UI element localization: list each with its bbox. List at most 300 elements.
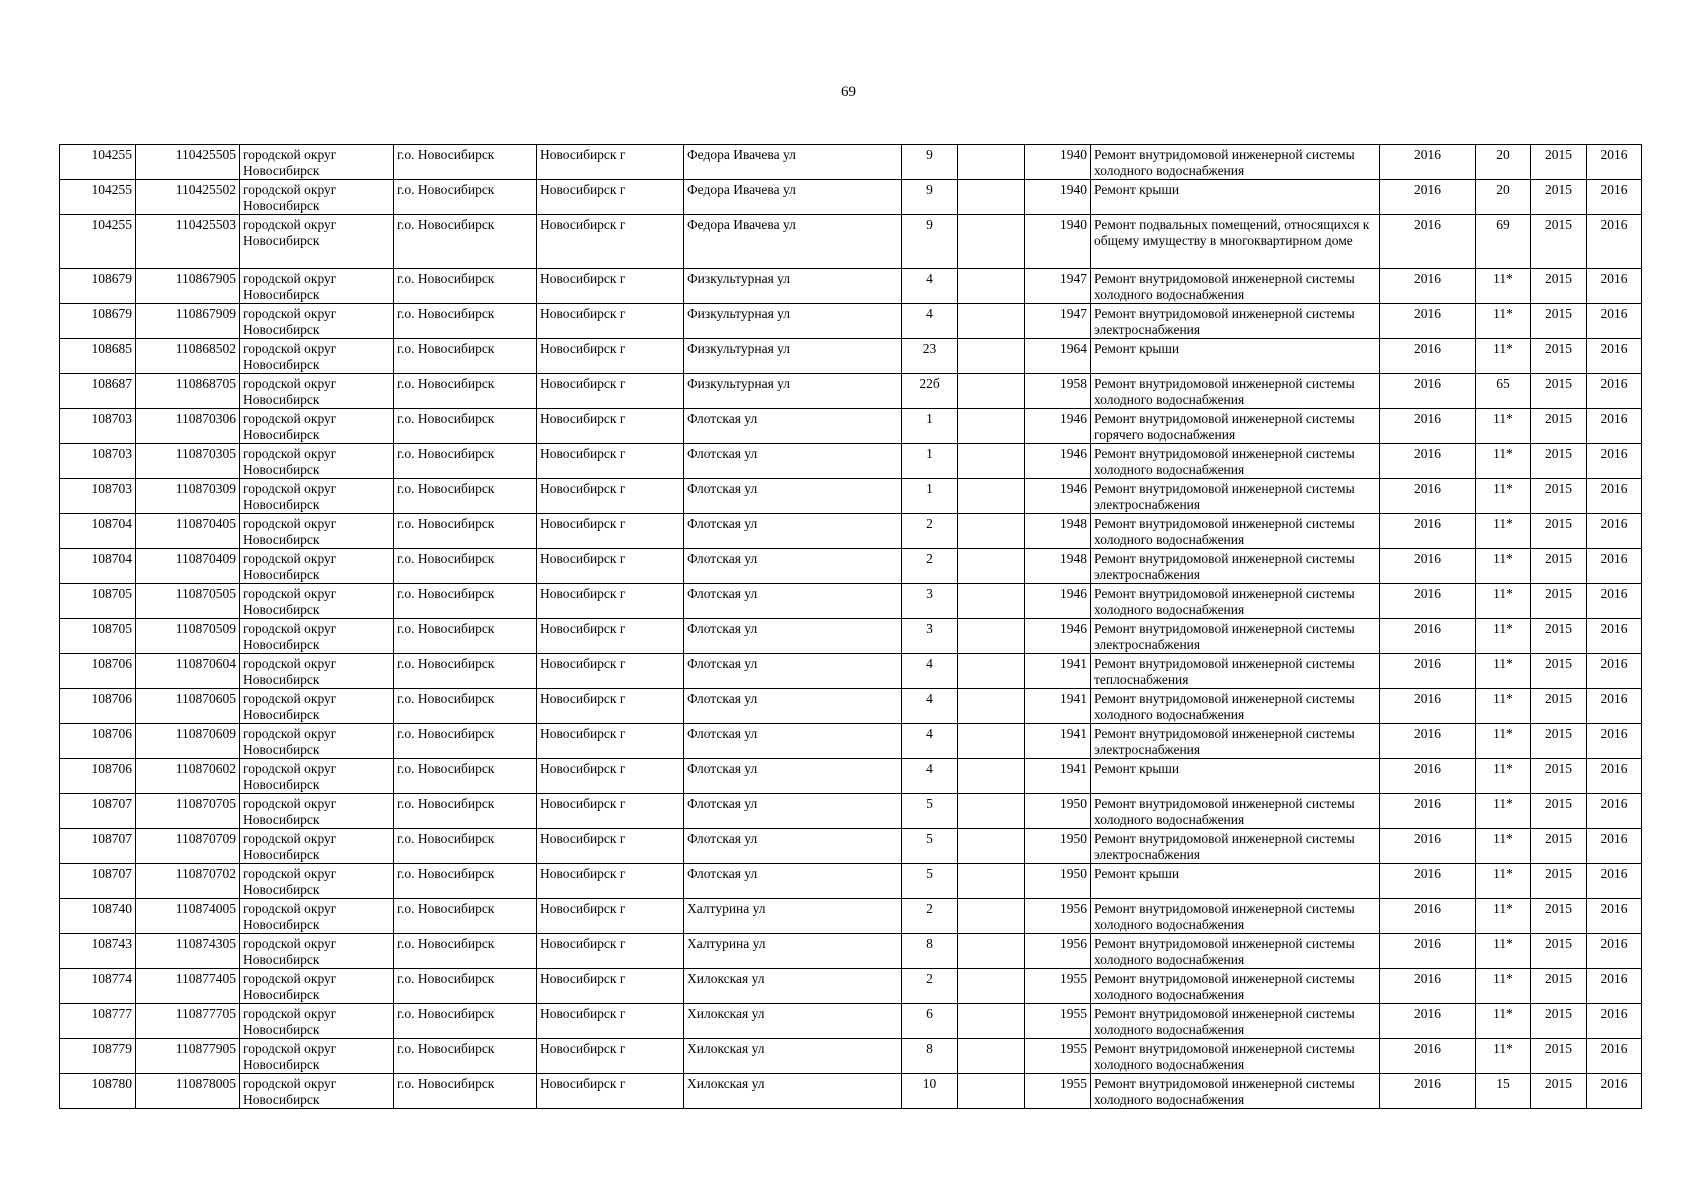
district-cell: г.о. Новосибирск [394, 759, 537, 794]
end-year-cell: 2016 [1587, 180, 1642, 215]
street-cell: Хилокская ул [684, 1039, 902, 1074]
district-cell: г.о. Новосибирск [394, 145, 537, 180]
work-type-cell: Ремонт внутридомовой инженерной системы электроснабжения [1091, 829, 1380, 864]
work-type-cell: Ремонт внутридомовой инженерной системы холодного водоснабжения [1091, 899, 1380, 934]
id-cell: 108679 [60, 269, 136, 304]
work-type-cell: Ремонт внутридомовой инженерной системы горячего водоснабжения [1091, 409, 1380, 444]
house-number-cell: 4 [902, 304, 958, 339]
quantity-cell: 11* [1476, 444, 1531, 479]
building-cell [958, 934, 1025, 969]
city-cell: Новосибирск г [537, 180, 684, 215]
street-cell: Флотская ул [684, 794, 902, 829]
house-number-cell: 2 [902, 549, 958, 584]
id-cell: 108707 [60, 864, 136, 899]
year-built-cell: 1956 [1025, 899, 1091, 934]
table-row [60, 899, 1642, 934]
page-number: 69 [841, 84, 856, 100]
quantity-cell: 11* [1476, 339, 1531, 374]
plan-year-cell: 2016 [1380, 145, 1476, 180]
work-type-cell: Ремонт внутридомовой инженерной системы электроснабжения [1091, 479, 1380, 514]
plan-year-cell: 2016 [1380, 549, 1476, 584]
house-number-cell: 5 [902, 829, 958, 864]
district-cell: г.о. Новосибирск [394, 180, 537, 215]
city-cell: Новосибирск г [537, 1074, 684, 1109]
quantity-cell: 69 [1476, 215, 1531, 269]
city-cell: Новосибирск г [537, 759, 684, 794]
start-year-cell: 2015 [1531, 1074, 1587, 1109]
end-year-cell: 2016 [1587, 514, 1642, 549]
building-cell [958, 969, 1025, 1004]
house-number-cell: 4 [902, 724, 958, 759]
table-row [60, 304, 1642, 339]
house-number-cell: 1 [902, 409, 958, 444]
plan-year-cell: 2016 [1380, 304, 1476, 339]
work-type-cell: Ремонт внутридомовой инженерной системы холодного водоснабжения [1091, 514, 1380, 549]
city-cell: Новосибирск г [537, 269, 684, 304]
municipality-cell: городской округ Новосибирск [240, 409, 394, 444]
code-cell: 110874005 [136, 899, 240, 934]
building-cell [958, 269, 1025, 304]
start-year-cell: 2015 [1531, 180, 1587, 215]
quantity-cell: 15 [1476, 1074, 1531, 1109]
start-year-cell: 2015 [1531, 584, 1587, 619]
end-year-cell: 2016 [1587, 1039, 1642, 1074]
work-type-cell: Ремонт крыши [1091, 864, 1380, 899]
district-cell: г.о. Новосибирск [394, 1074, 537, 1109]
district-cell: г.о. Новосибирск [394, 934, 537, 969]
city-cell: Новосибирск г [537, 1004, 684, 1039]
year-built-cell: 1946 [1025, 444, 1091, 479]
table-body [60, 145, 1642, 1109]
street-cell: Флотская ул [684, 689, 902, 724]
district-cell: г.о. Новосибирск [394, 794, 537, 829]
building-cell [958, 304, 1025, 339]
work-type-cell: Ремонт внутридомовой инженерной системы холодного водоснабжения [1091, 794, 1380, 829]
plan-year-cell: 2016 [1380, 969, 1476, 1004]
id-cell: 108780 [60, 1074, 136, 1109]
work-type-cell: Ремонт внутридомовой инженерной системы холодного водоснабжения [1091, 374, 1380, 409]
code-cell: 110870309 [136, 479, 240, 514]
house-number-cell: 10 [902, 1074, 958, 1109]
building-cell [958, 794, 1025, 829]
quantity-cell: 11* [1476, 514, 1531, 549]
start-year-cell: 2015 [1531, 654, 1587, 689]
street-cell: Флотская ул [684, 549, 902, 584]
house-number-cell: 9 [902, 145, 958, 180]
end-year-cell: 2016 [1587, 339, 1642, 374]
id-cell: 108704 [60, 549, 136, 584]
street-cell: Федора Ивачева ул [684, 145, 902, 180]
start-year-cell: 2015 [1531, 1039, 1587, 1074]
building-cell [958, 899, 1025, 934]
district-cell: г.о. Новосибирск [394, 899, 537, 934]
registry-table [59, 144, 1642, 1109]
plan-year-cell: 2016 [1380, 1039, 1476, 1074]
code-cell: 110868705 [136, 374, 240, 409]
end-year-cell: 2016 [1587, 479, 1642, 514]
municipality-cell: городской округ Новосибирск [240, 180, 394, 215]
start-year-cell: 2015 [1531, 549, 1587, 584]
building-cell [958, 1074, 1025, 1109]
street-cell: Хилокская ул [684, 1004, 902, 1039]
code-cell: 110878005 [136, 1074, 240, 1109]
end-year-cell: 2016 [1587, 899, 1642, 934]
id-cell: 108774 [60, 969, 136, 1004]
year-built-cell: 1940 [1025, 215, 1091, 269]
district-cell: г.о. Новосибирск [394, 374, 537, 409]
table-row [60, 654, 1642, 689]
district-cell: г.о. Новосибирск [394, 829, 537, 864]
work-type-cell: Ремонт внутридомовой инженерной системы холодного водоснабжения [1091, 584, 1380, 619]
start-year-cell: 2015 [1531, 215, 1587, 269]
municipality-cell: городской округ Новосибирск [240, 215, 394, 269]
building-cell [958, 864, 1025, 899]
city-cell: Новосибирск г [537, 304, 684, 339]
municipality-cell: городской округ Новосибирск [240, 689, 394, 724]
municipality-cell: городской округ Новосибирск [240, 654, 394, 689]
end-year-cell: 2016 [1587, 409, 1642, 444]
building-cell [958, 724, 1025, 759]
start-year-cell: 2015 [1531, 724, 1587, 759]
year-built-cell: 1950 [1025, 864, 1091, 899]
street-cell: Флотская ул [684, 514, 902, 549]
work-type-cell: Ремонт внутридомовой инженерной системы холодного водоснабжения [1091, 1074, 1380, 1109]
table-row [60, 1004, 1642, 1039]
work-type-cell: Ремонт крыши [1091, 339, 1380, 374]
building-cell [958, 759, 1025, 794]
work-type-cell: Ремонт внутридомовой инженерной системы холодного водоснабжения [1091, 269, 1380, 304]
id-cell: 104255 [60, 145, 136, 180]
city-cell: Новосибирск г [537, 794, 684, 829]
year-built-cell: 1948 [1025, 549, 1091, 584]
start-year-cell: 2015 [1531, 409, 1587, 444]
id-cell: 108706 [60, 724, 136, 759]
city-cell: Новосибирск г [537, 654, 684, 689]
table-row [60, 374, 1642, 409]
end-year-cell: 2016 [1587, 145, 1642, 180]
code-cell: 110870602 [136, 759, 240, 794]
work-type-cell: Ремонт внутридомовой инженерной системы холодного водоснабжения [1091, 1004, 1380, 1039]
plan-year-cell: 2016 [1380, 444, 1476, 479]
plan-year-cell: 2016 [1380, 584, 1476, 619]
start-year-cell: 2015 [1531, 339, 1587, 374]
city-cell: Новосибирск г [537, 1039, 684, 1074]
end-year-cell: 2016 [1587, 794, 1642, 829]
quantity-cell: 11* [1476, 759, 1531, 794]
house-number-cell: 8 [902, 934, 958, 969]
work-type-cell: Ремонт подвальных помещений, относящихся к общему имуществу в многоквартирном доме [1091, 215, 1380, 269]
house-number-cell: 4 [902, 759, 958, 794]
street-cell: Флотская ул [684, 829, 902, 864]
municipality-cell: городской округ Новосибирск [240, 514, 394, 549]
city-cell: Новосибирск г [537, 934, 684, 969]
street-cell: Хилокская ул [684, 969, 902, 1004]
plan-year-cell: 2016 [1380, 934, 1476, 969]
code-cell: 110877405 [136, 969, 240, 1004]
work-type-cell: Ремонт внутридомовой инженерной системы холодного водоснабжения [1091, 934, 1380, 969]
id-cell: 108707 [60, 829, 136, 864]
id-cell: 108706 [60, 759, 136, 794]
work-type-cell: Ремонт внутридомовой инженерной системы холодного водоснабжения [1091, 1039, 1380, 1074]
building-cell [958, 479, 1025, 514]
street-cell: Физкультурная ул [684, 269, 902, 304]
code-cell: 110870509 [136, 619, 240, 654]
code-cell: 110425505 [136, 145, 240, 180]
district-cell: г.о. Новосибирск [394, 864, 537, 899]
plan-year-cell: 2016 [1380, 269, 1476, 304]
end-year-cell: 2016 [1587, 654, 1642, 689]
city-cell: Новосибирск г [537, 409, 684, 444]
plan-year-cell: 2016 [1380, 864, 1476, 899]
year-built-cell: 1941 [1025, 689, 1091, 724]
table-row [60, 969, 1642, 1004]
municipality-cell: городской округ Новосибирск [240, 339, 394, 374]
street-cell: Физкультурная ул [684, 304, 902, 339]
plan-year-cell: 2016 [1380, 654, 1476, 689]
building-cell [958, 339, 1025, 374]
code-cell: 110870605 [136, 689, 240, 724]
end-year-cell: 2016 [1587, 689, 1642, 724]
code-cell: 110425503 [136, 215, 240, 269]
work-type-cell: Ремонт внутридомовой инженерной системы теплоснабжения [1091, 654, 1380, 689]
city-cell: Новосибирск г [537, 549, 684, 584]
street-cell: Флотская ул [684, 619, 902, 654]
municipality-cell: городской округ Новосибирск [240, 304, 394, 339]
district-cell: г.о. Новосибирск [394, 339, 537, 374]
code-cell: 110877905 [136, 1039, 240, 1074]
code-cell: 110870505 [136, 584, 240, 619]
street-cell: Физкультурная ул [684, 339, 902, 374]
year-built-cell: 1955 [1025, 1039, 1091, 1074]
city-cell: Новосибирск г [537, 339, 684, 374]
year-built-cell: 1940 [1025, 145, 1091, 180]
year-built-cell: 1940 [1025, 180, 1091, 215]
start-year-cell: 2015 [1531, 374, 1587, 409]
start-year-cell: 2015 [1531, 479, 1587, 514]
district-cell: г.о. Новосибирск [394, 619, 537, 654]
table-row [60, 829, 1642, 864]
quantity-cell: 11* [1476, 724, 1531, 759]
year-built-cell: 1955 [1025, 1004, 1091, 1039]
house-number-cell: 9 [902, 180, 958, 215]
id-cell: 108707 [60, 794, 136, 829]
end-year-cell: 2016 [1587, 215, 1642, 269]
id-cell: 108779 [60, 1039, 136, 1074]
city-cell: Новосибирск г [537, 215, 684, 269]
table-row [60, 1074, 1642, 1109]
table-row [60, 180, 1642, 215]
building-cell [958, 444, 1025, 479]
work-type-cell: Ремонт внутридомовой инженерной системы электроснабжения [1091, 724, 1380, 759]
code-cell: 110870705 [136, 794, 240, 829]
year-built-cell: 1941 [1025, 724, 1091, 759]
quantity-cell: 11* [1476, 269, 1531, 304]
house-number-cell: 4 [902, 654, 958, 689]
id-cell: 108703 [60, 409, 136, 444]
code-cell: 110870409 [136, 549, 240, 584]
district-cell: г.о. Новосибирск [394, 724, 537, 759]
code-cell: 110867905 [136, 269, 240, 304]
municipality-cell: городской округ Новосибирск [240, 374, 394, 409]
municipality-cell: городской округ Новосибирск [240, 269, 394, 304]
building-cell [958, 374, 1025, 409]
municipality-cell: городской округ Новосибирск [240, 549, 394, 584]
end-year-cell: 2016 [1587, 1074, 1642, 1109]
quantity-cell: 11* [1476, 899, 1531, 934]
building-cell [958, 180, 1025, 215]
quantity-cell: 11* [1476, 584, 1531, 619]
house-number-cell: 5 [902, 794, 958, 829]
building-cell [958, 215, 1025, 269]
start-year-cell: 2015 [1531, 794, 1587, 829]
quantity-cell: 20 [1476, 180, 1531, 215]
table-row [60, 619, 1642, 654]
municipality-cell: городской округ Новосибирск [240, 584, 394, 619]
table-row [60, 145, 1642, 180]
district-cell: г.о. Новосибирск [394, 304, 537, 339]
plan-year-cell: 2016 [1380, 689, 1476, 724]
municipality-cell: городской округ Новосибирск [240, 724, 394, 759]
year-built-cell: 1946 [1025, 409, 1091, 444]
city-cell: Новосибирск г [537, 514, 684, 549]
start-year-cell: 2015 [1531, 759, 1587, 794]
quantity-cell: 11* [1476, 1039, 1531, 1074]
building-cell [958, 1039, 1025, 1074]
table-row [60, 584, 1642, 619]
start-year-cell: 2015 [1531, 1004, 1587, 1039]
municipality-cell: городской округ Новосибирск [240, 934, 394, 969]
city-cell: Новосибирск г [537, 584, 684, 619]
table-row [60, 864, 1642, 899]
city-cell: Новосибирск г [537, 969, 684, 1004]
municipality-cell: городской округ Новосибирск [240, 444, 394, 479]
end-year-cell: 2016 [1587, 549, 1642, 584]
plan-year-cell: 2016 [1380, 759, 1476, 794]
year-built-cell: 1958 [1025, 374, 1091, 409]
building-cell [958, 584, 1025, 619]
table-row [60, 444, 1642, 479]
code-cell: 110868502 [136, 339, 240, 374]
district-cell: г.о. Новосибирск [394, 514, 537, 549]
house-number-cell: 4 [902, 269, 958, 304]
work-type-cell: Ремонт крыши [1091, 180, 1380, 215]
plan-year-cell: 2016 [1380, 215, 1476, 269]
district-cell: г.о. Новосибирск [394, 409, 537, 444]
end-year-cell: 2016 [1587, 759, 1642, 794]
plan-year-cell: 2016 [1380, 339, 1476, 374]
plan-year-cell: 2016 [1380, 829, 1476, 864]
quantity-cell: 11* [1476, 864, 1531, 899]
city-cell: Новосибирск г [537, 689, 684, 724]
id-cell: 108777 [60, 1004, 136, 1039]
id-cell: 108706 [60, 689, 136, 724]
building-cell [958, 1004, 1025, 1039]
code-cell: 110867909 [136, 304, 240, 339]
district-cell: г.о. Новосибирск [394, 444, 537, 479]
year-built-cell: 1947 [1025, 269, 1091, 304]
id-cell: 104255 [60, 180, 136, 215]
quantity-cell: 11* [1476, 829, 1531, 864]
start-year-cell: 2015 [1531, 444, 1587, 479]
plan-year-cell: 2016 [1380, 514, 1476, 549]
end-year-cell: 2016 [1587, 864, 1642, 899]
year-built-cell: 1947 [1025, 304, 1091, 339]
work-type-cell: Ремонт внутридомовой инженерной системы электроснабжения [1091, 304, 1380, 339]
quantity-cell: 11* [1476, 969, 1531, 1004]
end-year-cell: 2016 [1587, 1004, 1642, 1039]
municipality-cell: городской округ Новосибирск [240, 969, 394, 1004]
plan-year-cell: 2016 [1380, 479, 1476, 514]
building-cell [958, 514, 1025, 549]
id-cell: 108703 [60, 479, 136, 514]
code-cell: 110870604 [136, 654, 240, 689]
start-year-cell: 2015 [1531, 619, 1587, 654]
end-year-cell: 2016 [1587, 934, 1642, 969]
district-cell: г.о. Новосибирск [394, 689, 537, 724]
street-cell: Флотская ул [684, 444, 902, 479]
street-cell: Федора Ивачева ул [684, 180, 902, 215]
district-cell: г.о. Новосибирск [394, 969, 537, 1004]
city-cell: Новосибирск г [537, 864, 684, 899]
end-year-cell: 2016 [1587, 374, 1642, 409]
year-built-cell: 1941 [1025, 654, 1091, 689]
city-cell: Новосибирск г [537, 724, 684, 759]
code-cell: 110870702 [136, 864, 240, 899]
quantity-cell: 11* [1476, 409, 1531, 444]
municipality-cell: городской округ Новосибирск [240, 1074, 394, 1109]
district-cell: г.о. Новосибирск [394, 269, 537, 304]
code-cell: 110425502 [136, 180, 240, 215]
start-year-cell: 2015 [1531, 689, 1587, 724]
district-cell: г.о. Новосибирск [394, 584, 537, 619]
quantity-cell: 11* [1476, 1004, 1531, 1039]
municipality-cell: городской округ Новосибирск [240, 1004, 394, 1039]
city-cell: Новосибирск г [537, 374, 684, 409]
quantity-cell: 11* [1476, 934, 1531, 969]
house-number-cell: 1 [902, 444, 958, 479]
id-cell: 108685 [60, 339, 136, 374]
municipality-cell: городской округ Новосибирск [240, 1039, 394, 1074]
end-year-cell: 2016 [1587, 724, 1642, 759]
house-number-cell: 23 [902, 339, 958, 374]
id-cell: 108687 [60, 374, 136, 409]
work-type-cell: Ремонт внутридомовой инженерной системы электроснабжения [1091, 619, 1380, 654]
year-built-cell: 1946 [1025, 619, 1091, 654]
work-type-cell: Ремонт крыши [1091, 759, 1380, 794]
start-year-cell: 2015 [1531, 829, 1587, 864]
start-year-cell: 2015 [1531, 864, 1587, 899]
building-cell [958, 145, 1025, 180]
street-cell: Халтурина ул [684, 899, 902, 934]
municipality-cell: городской округ Новосибирск [240, 794, 394, 829]
table-row [60, 549, 1642, 584]
work-type-cell: Ремонт внутридомовой инженерной системы электроснабжения [1091, 549, 1380, 584]
id-cell: 108705 [60, 584, 136, 619]
id-cell: 108743 [60, 934, 136, 969]
house-number-cell: 2 [902, 899, 958, 934]
house-number-cell: 3 [902, 619, 958, 654]
street-cell: Флотская ул [684, 479, 902, 514]
street-cell: Физкультурная ул [684, 374, 902, 409]
id-cell: 108679 [60, 304, 136, 339]
house-number-cell: 2 [902, 514, 958, 549]
house-number-cell: 8 [902, 1039, 958, 1074]
code-cell: 110870709 [136, 829, 240, 864]
district-cell: г.о. Новосибирск [394, 479, 537, 514]
quantity-cell: 11* [1476, 689, 1531, 724]
work-type-cell: Ремонт внутридомовой инженерной системы холодного водоснабжения [1091, 145, 1380, 180]
plan-year-cell: 2016 [1380, 409, 1476, 444]
